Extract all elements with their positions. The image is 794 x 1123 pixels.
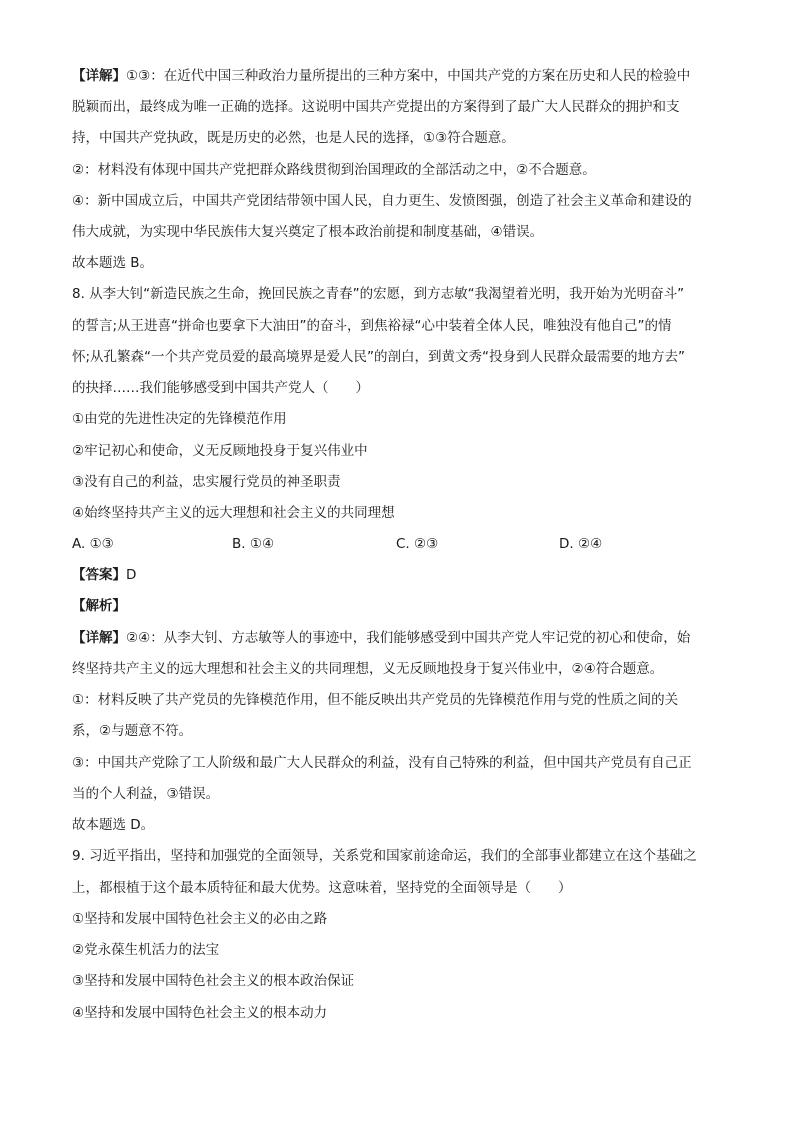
q8-explain-line-3: ①：材料反映了共产党员的先锋模范作用，但不能反映出共产党员的先锋模范作用与党的性质之间的关	[72, 692, 679, 708]
q8-explain-line-2: 终坚持共产主义的远大理想和社会主义的共同理想，义无反顾地投身于复兴伟业中，②④符合题意。	[72, 661, 664, 677]
q7-explain-line-6: 伟大成就，为实现中华民族伟大复兴奠定了根本政治前提和制度基础，④错误。	[72, 224, 544, 240]
q8-answer-value: D	[126, 567, 137, 583]
q9-stem-line-2: 上，都根植于这个最本质特征和最大优势。这意味着，坚持党的全面领导是（ ）	[72, 880, 572, 896]
q8-conclusion: 故本题选 D。	[72, 817, 155, 833]
q8-option-d: D. ②④	[559, 536, 603, 552]
q8-explain-line-6: 当的个人利益，③错误。	[72, 786, 220, 802]
q8-stem-line-2: 的誓言;从王进喜“拼命也要拿下大油田”的奋斗，到焦裕禄“心中装着全体人民，唯独没有他自己”的情	[72, 318, 672, 334]
q7-explain-line-3: 持，中国共产党执政，既是历史的必然，也是人民的选择，①③符合题意。	[72, 130, 515, 146]
answer-label: 【答案】	[72, 567, 126, 583]
q8-explain-line-4: 系，②与题意不符。	[72, 723, 193, 739]
q8-analysis-label: 【解析】	[72, 598, 126, 614]
q7-explain-line-2: 脱颖而出，最终成为唯一正确的选择。这说明中国共产党提出的方案得到了最广大人民群众的拥护和支	[72, 99, 680, 115]
q9-stem-line-1: 9. 习近平指出，坚持和加强党的全面领导，关系党和国家前途命运，我们的全部事业都建立在这个基础之	[72, 848, 697, 864]
q8-stem-line-4: 的抉择……我们能够感受到中国共产党人（ ）	[72, 380, 369, 396]
q9-item-3: ③坚持和发展中国特色社会主义的根本政治保证	[72, 973, 355, 989]
q8-stem-line-3: 怀;从孔繁森“一个共产党员爱的最高境界是爱人民”的剖白，到黄文秀“投身到人民群众最需要的地方去”	[72, 349, 686, 365]
q9-item-4: ④坚持和发展中国特色社会主义的根本动力	[72, 1005, 328, 1021]
q8-explain-line-5: ③：中国共产党除了工人阶级和最广大人民群众的利益，没有自己特殊的利益，但中国共产党员有自己正	[72, 755, 692, 771]
q8-explain-line-1: 【详解】②④：从李大钊、方志敏等人的事迹中，我们能够感受到中国共产党人牢记党的初心和使命，始	[72, 630, 691, 646]
q8-item-1: ①由党的先进性决定的先锋模范作用	[72, 411, 287, 427]
q8-item-3: ③没有自己的利益，忠实履行党员的神圣职责	[72, 474, 341, 490]
q9-item-1: ①坚持和发展中国特色社会主义的必由之路	[72, 911, 328, 927]
q8-answer	[72, 565, 722, 585]
q7-explain-line-1: 【详解】①③：在近代中国三种政治力量所提出的三种方案中，中国共产党的方案在历史和人民的检验中	[72, 68, 691, 84]
q8-option-a: A. ①③	[72, 536, 114, 552]
q9-item-2: ②党永葆生机活力的法宝	[72, 942, 220, 958]
q8-item-2: ②牢记初心和使命，义无反顾地投身于复兴伟业中	[72, 443, 368, 459]
q7-conclusion: 故本题选 B。	[72, 255, 154, 271]
q7-explain-line-4: ②：材料没有体现中国共产党把群众路线贯彻到治国理政的全部活动之中，②不合题意。	[72, 162, 596, 178]
q8-option-b: B. ①④	[232, 536, 275, 552]
q8-option-c: C. ②③	[396, 536, 439, 552]
detail-label: 【详解】	[72, 68, 126, 84]
q8-item-4: ④始终坚持共产主义的远大理想和社会主义的共同理想	[72, 505, 395, 521]
q7-explain-line-5: ④：新中国成立后，中国共产党团结带领中国人民，自力更生、发愤图强，创造了社会主义革命和建设的	[72, 193, 692, 209]
q8-stem-line-1: 8. 从李大钊“新造民族之生命，挽回民族之青春”的宏愿，到方志敏“我渴望着光明，我开始为光明奋斗”	[72, 286, 685, 302]
